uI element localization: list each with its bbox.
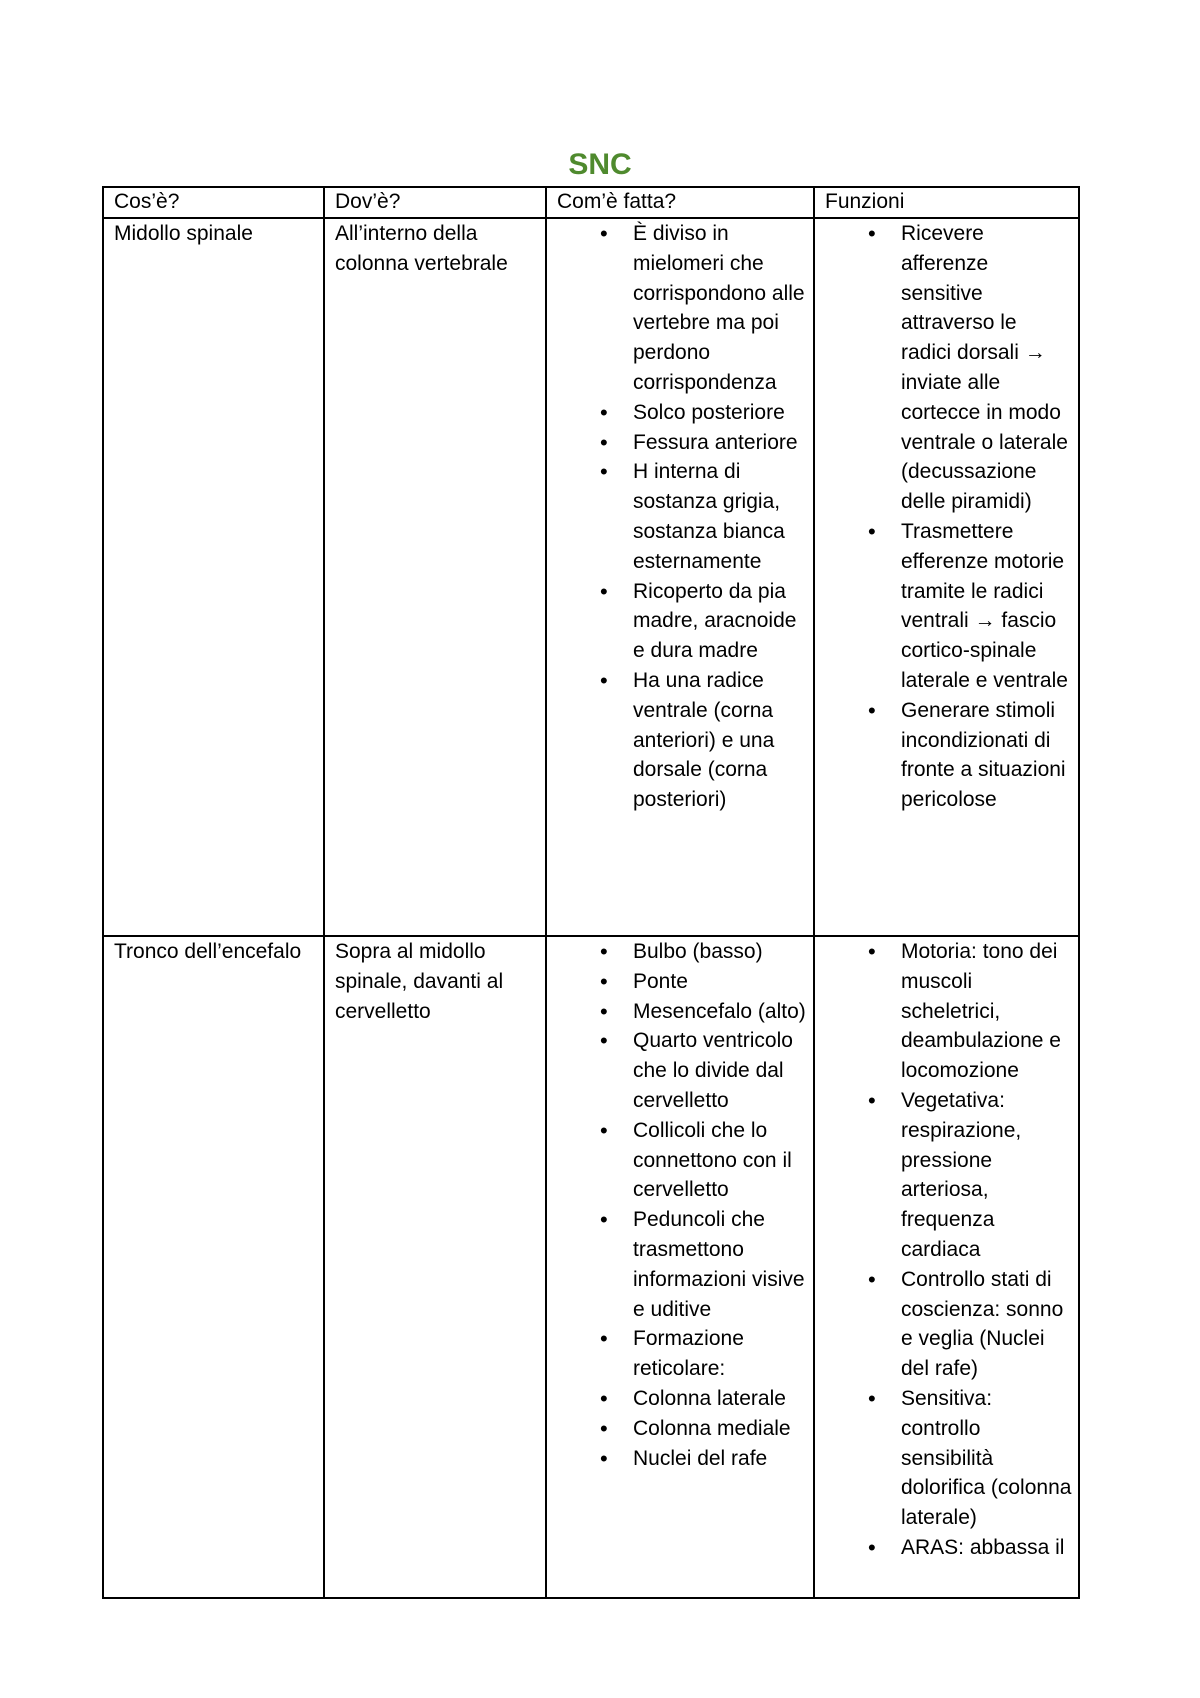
list-item: • Mesencefalo (alto) (557, 997, 807, 1027)
list-item: • Colonna mediale (557, 1414, 807, 1444)
list-item: • Nuclei del rafe (557, 1444, 807, 1474)
table-row (103, 218, 1079, 936)
header-functions: Funzioni (814, 187, 1079, 218)
list-item: • Solco posteriore (557, 398, 807, 428)
list-item: • Ricoperto da pia madre, aracnoide e dura madre (557, 577, 807, 666)
header-where: Dov’è? (324, 187, 546, 218)
list-item: • Ponte (557, 967, 807, 997)
header-what: Cos’è? (103, 187, 324, 218)
list-item: • Vegetativa: respirazione, pressione arteriosa, frequenza cardiaca (825, 1086, 1072, 1265)
functions-list (825, 219, 1072, 815)
list-item: • Quarto ventricolo che lo divide dal cervelletto (557, 1026, 807, 1115)
structure-list (557, 937, 807, 1473)
structure-list (557, 219, 807, 815)
header-structure: Com’è fatta? (546, 187, 814, 218)
list-item: • Sensitiva: controllo sensibilità dolorifica (colonna laterale) (825, 1384, 1072, 1533)
cell-functions (814, 218, 1079, 936)
list-item: • Generare stimoli incondizionati di fronte a situazioni pericolose (825, 696, 1072, 815)
list-item: • Ricevere afferenze sensitive attraverso le radici dorsali → inviate alle cortecce in modo ventrale o laterale (decussazione delle piramidi) (825, 219, 1072, 517)
cell-location: Sopra al midollo spinale, davanti al cervelletto (324, 936, 546, 1598)
list-item: • ARAS: abbassa il (825, 1533, 1072, 1563)
functions-list (825, 937, 1072, 1563)
cell-structure (546, 218, 814, 936)
cell-name: Midollo spinale (103, 218, 324, 936)
list-item: • Formazione reticolare: (557, 1324, 807, 1384)
list-item: • Bulbo (basso) (557, 937, 807, 967)
list-item: • Colonna laterale (557, 1384, 807, 1414)
cell-structure (546, 936, 814, 1598)
cell-functions (814, 936, 1079, 1598)
list-item: • Controllo stati di coscienza: sonno e veglia (Nuclei del rafe) (825, 1265, 1072, 1384)
table-row (103, 936, 1079, 1598)
list-item: • Collicoli che lo connettono con il cervelletto (557, 1116, 807, 1205)
list-item: • Ha una radice ventrale (corna anteriori) e una dorsale (corna posteriori) (557, 666, 807, 815)
list-item: • H interna di sostanza grigia, sostanza bianca esternamente (557, 457, 807, 576)
list-item: • Peduncoli che trasmettono informazioni visive e uditive (557, 1205, 807, 1324)
cell-location: All’interno della colonna vertebrale (324, 218, 546, 936)
list-item: • È diviso in mielomeri che corrispondono alle vertebre ma poi perdono corrispondenza (557, 219, 807, 398)
list-item: • Motoria: tono dei muscoli scheletrici, deambulazione e locomozione (825, 937, 1072, 1086)
table-header-row (103, 187, 1079, 218)
page-title: SNC (568, 148, 632, 181)
snc-table (102, 186, 1080, 1599)
list-item: • Fessura anteriore (557, 428, 807, 458)
list-item: • Trasmettere efferenze motorie tramite le radici ventrali → fascio cortico-spinale laterale e ventrale (825, 517, 1072, 696)
cell-name: Tronco dell’encefalo (103, 936, 324, 1598)
